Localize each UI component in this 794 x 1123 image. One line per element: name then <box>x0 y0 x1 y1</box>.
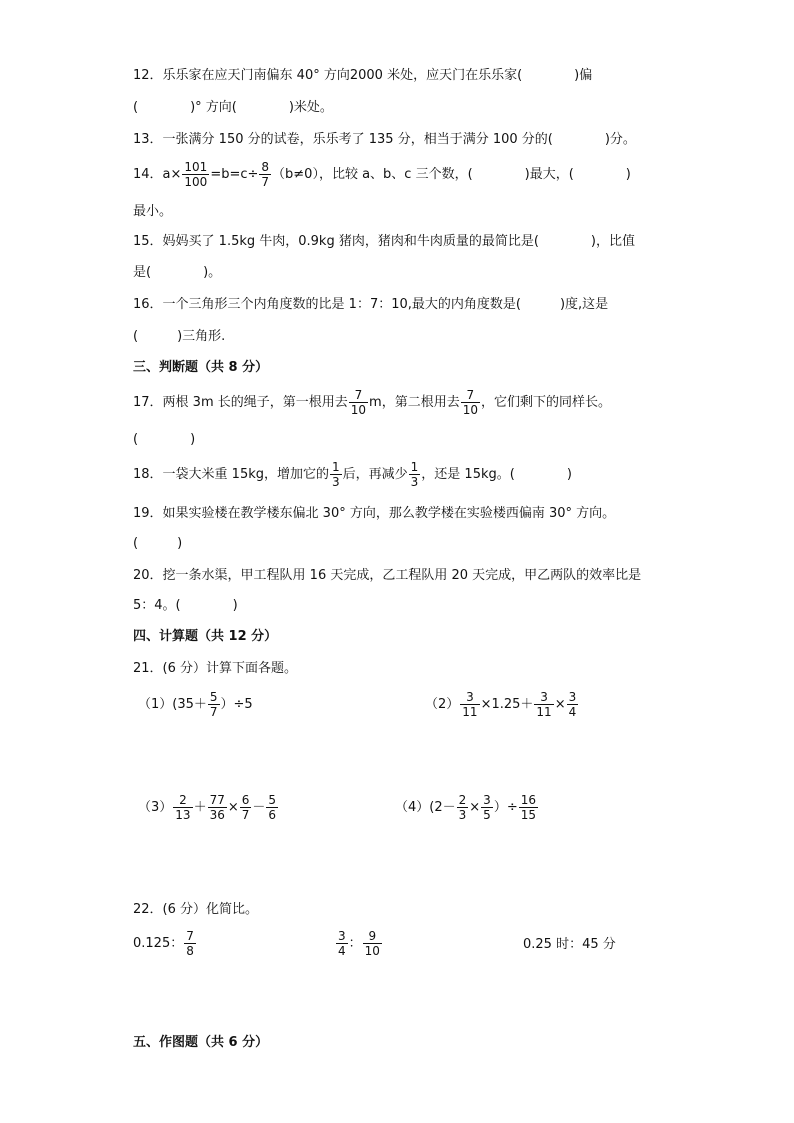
q22-r2-fraction-1: $\frac{3}{4}$ <box>338 929 346 958</box>
q22-r1-fraction: $\frac{7}{8}$ <box>186 929 194 958</box>
q21-p3-fraction-4: $\frac{5}{6}$ <box>268 793 277 822</box>
q22-ratio-1: 0.125： $\frac{7}{8}$ <box>133 929 194 958</box>
q14-line2: 最小。 <box>133 204 173 219</box>
q17-mid: m，第二根用去 <box>369 395 460 410</box>
q21-part3: （3） $\frac{2}{13}$ ＋ $\frac{77}{36}$ × $\frac{6}{7}$ － $\frac{5}{6}$ <box>138 793 277 822</box>
q22-r2-fraction-2: $\frac{9}{10}$ <box>364 929 380 958</box>
q20-line2: 5：4。( ) <box>133 598 238 613</box>
q21-p4-fraction-3: $\frac{16}{15}$ <box>520 793 536 822</box>
q18-mid: 后，再减少 <box>342 467 408 482</box>
q21-p4-fraction-1: $\frac{2}{3}$ <box>458 793 467 822</box>
q15-line2: 是( )。 <box>133 265 222 280</box>
q18-line <box>133 460 572 490</box>
q21-p3-fraction-3: $\frac{6}{7}$ <box>241 793 250 822</box>
q18-fraction-2: $\frac{1}{3}$ <box>410 460 419 489</box>
q20-line1: 20．挖一条水渠，甲工程队用 16 天完成，乙工程队用 20 天完成，甲乙两队的效率比是 <box>133 568 642 583</box>
q21-part2: （2） $\frac{3}{11}$ ×1.25＋ $\frac{3}{11}$ × $\frac{3}{4}$ <box>425 690 577 719</box>
q21-part4: （4）(2－ $\frac{2}{3}$ × $\frac{3}{5}$ ）÷ $\frac{16}{15}$ <box>395 793 536 822</box>
q21-title: 21．(6 分）计算下面各题。 <box>133 661 298 676</box>
q22-ratio-2: $\frac{3}{4}$ ： $\frac{9}{10}$ <box>338 929 380 958</box>
q14-fraction-2: $\frac{8}{7}$ <box>261 160 270 189</box>
q19-line2: ( ) <box>133 536 183 551</box>
q14-line1 <box>133 160 631 190</box>
q17-line1 <box>133 388 611 418</box>
q18-suffix: ，还是 15kg。( ) <box>421 467 572 482</box>
q12-line2: ( )° 方向( )米处。 <box>133 100 333 115</box>
q21-p4-fraction-2: $\frac{3}{5}$ <box>483 793 491 822</box>
q16-line2: ( )三角形. <box>133 329 226 344</box>
q17-fraction-2: $\frac{7}{10}$ <box>462 388 478 417</box>
section-3-heading: 三、判断题（共 8 分） <box>133 360 269 375</box>
q12-line1: 12．乐乐家在应天门南偏东 40° 方向2000 米处，应天门在乐乐家( )偏 <box>133 68 593 83</box>
q18-prefix: 18．一袋大米重 15kg，增加它的 <box>133 467 329 482</box>
section-5-heading: 五、作图题（共 6 分） <box>133 1035 269 1050</box>
q21-p2-fraction-2: $\frac{3}{11}$ <box>536 690 552 719</box>
q14-prefix: 14．a× <box>133 167 182 182</box>
q17-suffix: ，它们剩下的同样长。 <box>480 395 611 410</box>
q15-line1: 15．妈妈买了 1.5kg 牛肉，0.9kg 猪肉，猪肉和牛肉质量的最简比是( )，比值 <box>133 234 635 249</box>
q14-suffix: （b≠0），比较 a、b、c 三个数，( )最大，( ) <box>272 167 631 182</box>
q19-line1: 19．如果实验楼在教学楼东偏北 30° 方向，那么教学楼在实验楼西偏南 30° 方向。 <box>133 506 616 521</box>
q21-p2-fraction-1: $\frac{3}{11}$ <box>462 690 478 719</box>
q17-prefix: 17．两根 3m 长的绳子，第一根用去 <box>133 395 348 410</box>
q22-title: 22．(6 分）化简比。 <box>133 902 259 917</box>
q17-fraction-1: $\frac{7}{10}$ <box>350 388 367 417</box>
q21-p3-fraction-1: $\frac{2}{13}$ <box>175 793 191 822</box>
q14-fraction-1: $\frac{101}{100}$ <box>184 160 208 189</box>
q16-line1: 16．一个三角形三个内角度数的比是 1：7：10,最大的内角度数是( )度,这是 <box>133 297 609 312</box>
q18-fraction-1: $\frac{1}{3}$ <box>332 460 340 489</box>
q21-p1-fraction: $\frac{5}{7}$ <box>209 690 218 719</box>
q21-p2-fraction-3: $\frac{3}{4}$ <box>568 690 577 719</box>
q13-line: 13．一张满分 150 分的试卷，乐乐考了 135 分，相当于满分 100 分的( )分。 <box>133 132 636 147</box>
section-4-heading: 四、计算题（共 12 分） <box>133 629 278 644</box>
q21-part1: （1）(35＋ $\frac{5}{7}$ ）÷5 <box>138 690 253 719</box>
q17-line2: ( ) <box>133 432 196 447</box>
q22-ratio-3: 0.25 时：45 分 <box>523 937 616 952</box>
q14-mid: =b=c÷ <box>210 167 259 182</box>
q21-p3-fraction-2: $\frac{77}{36}$ <box>209 793 225 822</box>
